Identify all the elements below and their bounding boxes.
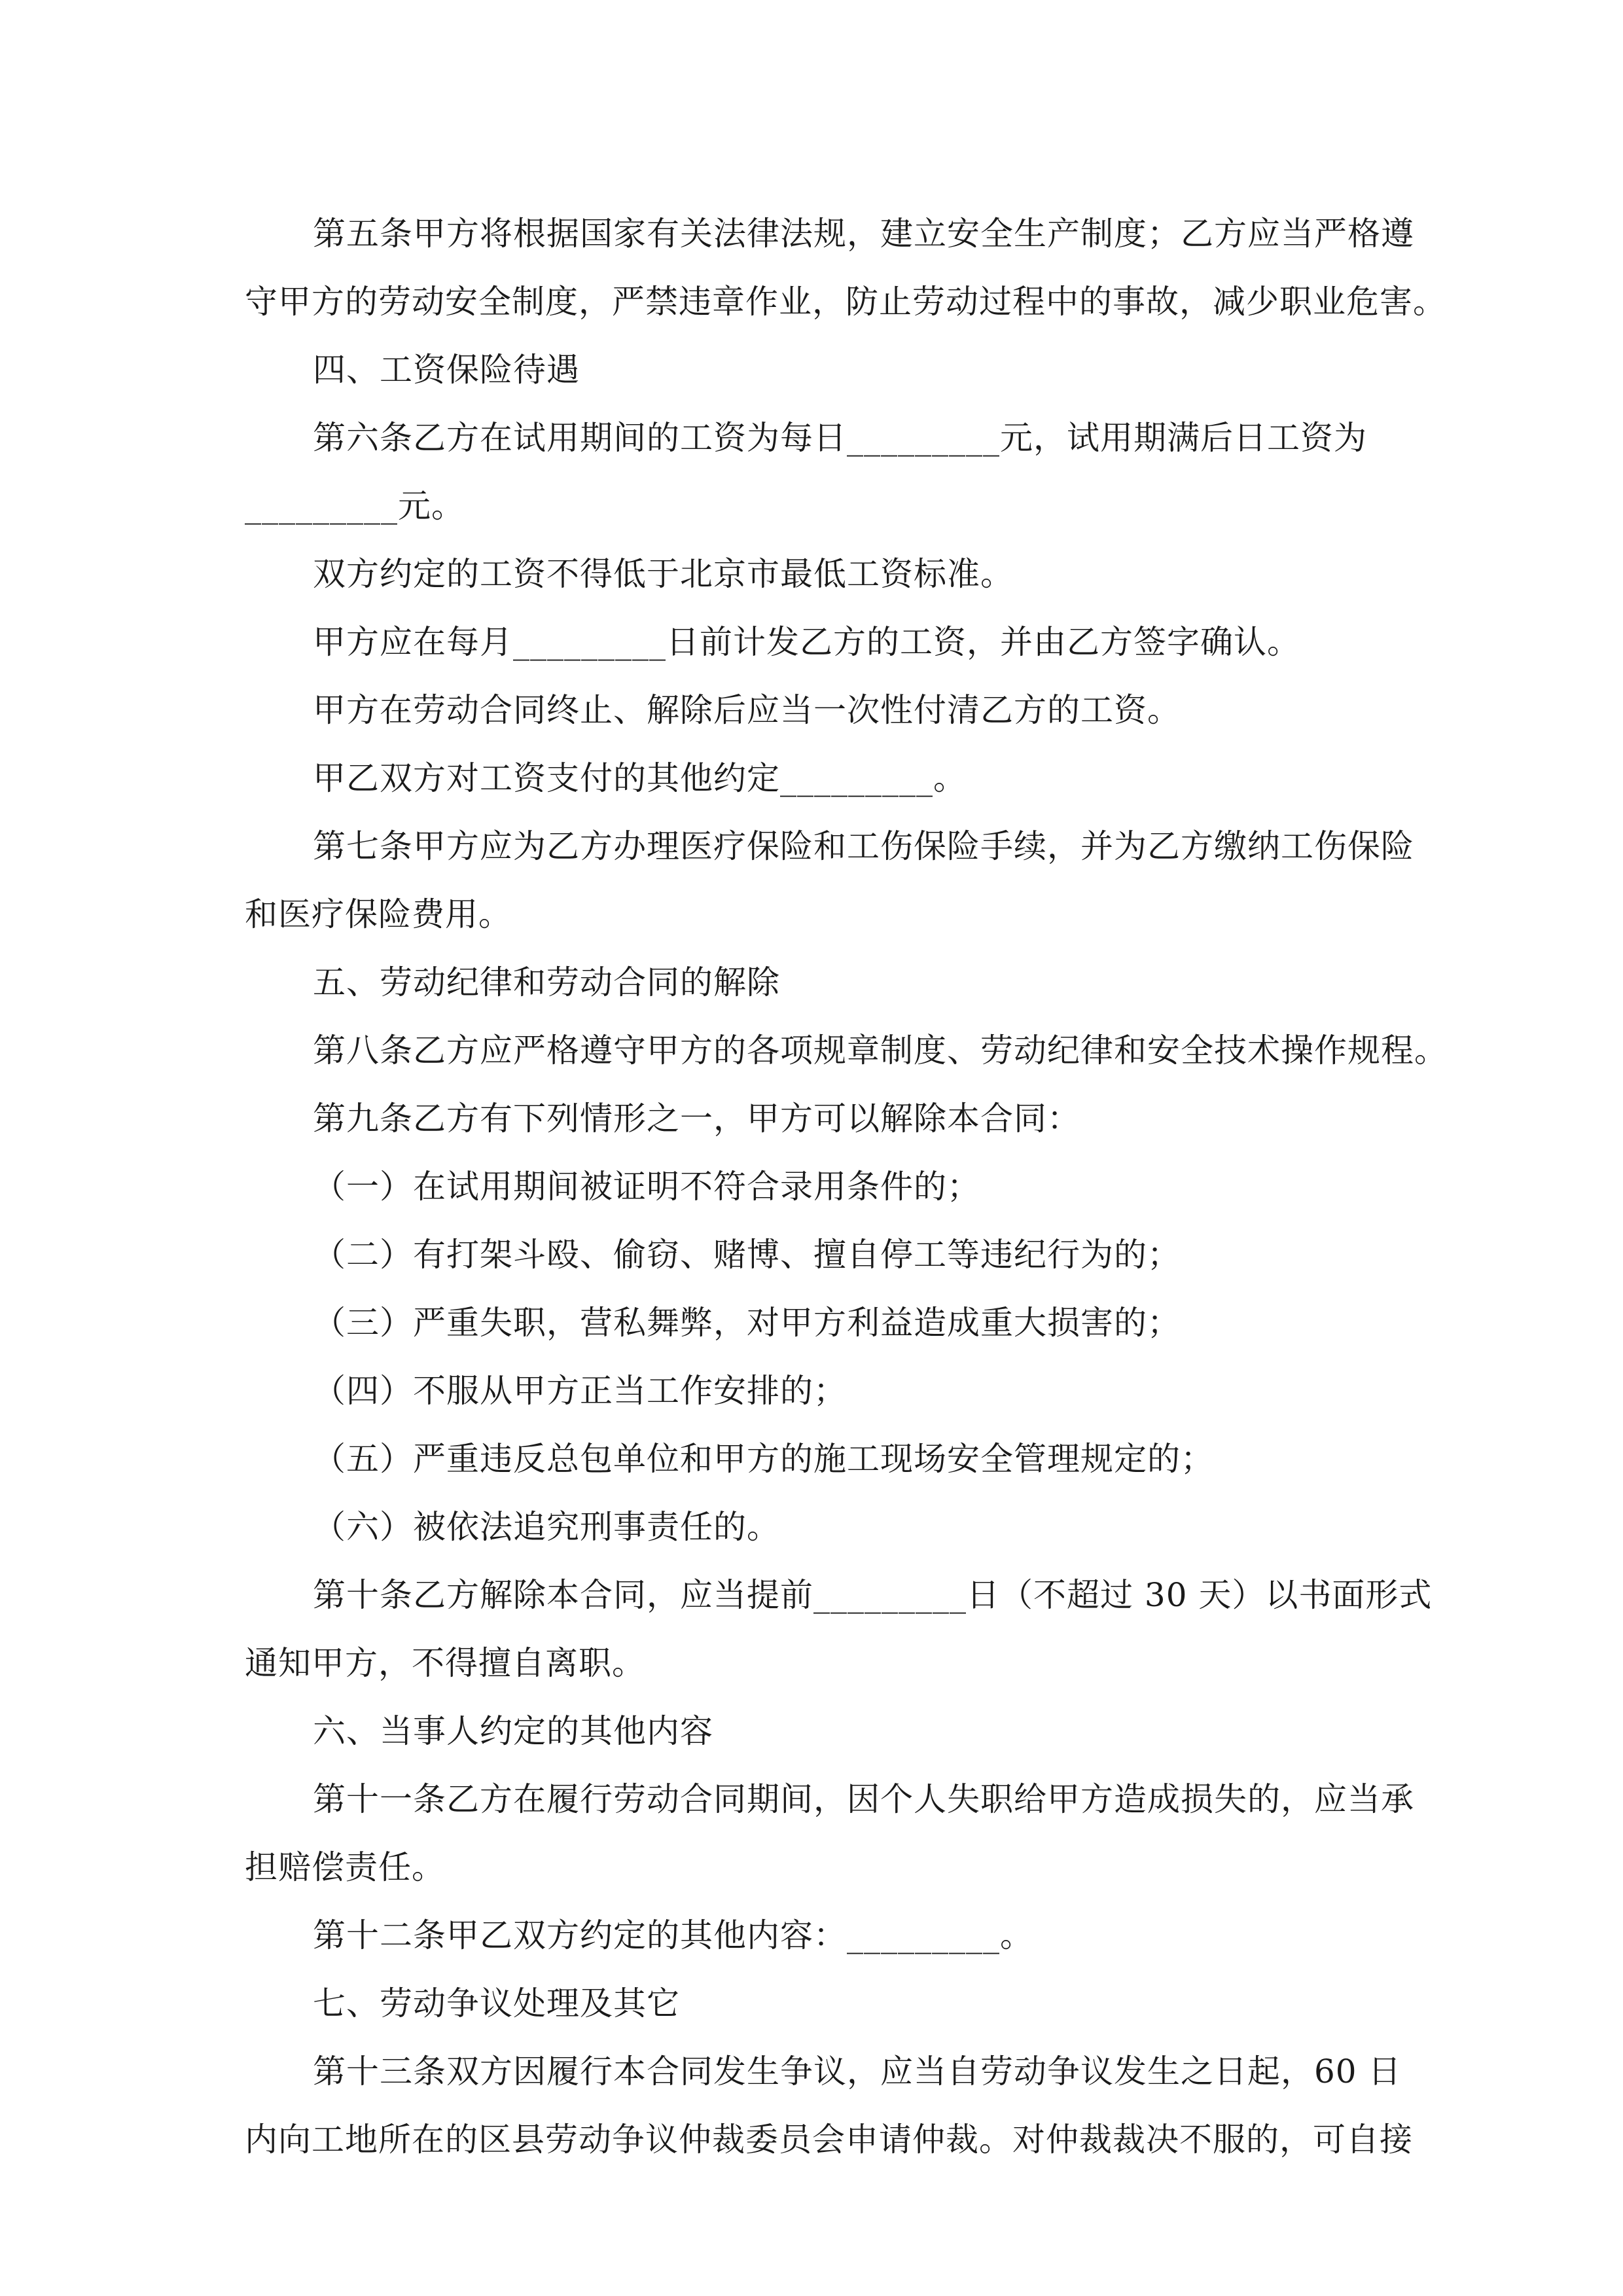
section-heading: 五、劳动纪律和劳动合同的解除 (313, 963, 780, 1001)
paragraph-line: 第八条乙方应严格遵守甲方的各项规章制度、劳动纪律和安全技术操作规程。 (313, 1031, 1448, 1069)
paragraph-line: 内向工地所在的区县劳动争议仲裁委员会申请仲裁。对仲裁裁决不服的，可自接 (245, 2121, 1413, 2159)
list-item: （六）被依法追究刑事责任的。 (313, 1508, 780, 1546)
paragraph-line: 第十三条双方因履行本合同发生争议，应当自劳动争议发生之日起，60 日 (313, 2053, 1402, 2090)
list-item: （五）严重违反总包单位和甲方的施工现场安全管理规定的； (313, 1440, 1214, 1478)
paragraph-line: 第十二条甲乙双方约定的其他内容：_________。 (313, 1916, 1033, 1954)
paragraph-line: 甲方在劳动合同终止、解除后应当一次性付清乙方的工资。 (313, 691, 1181, 729)
paragraph-line: 甲方应在每月_________日前计发乙方的工资，并由乙方签字确认。 (313, 623, 1300, 661)
paragraph-line: 担赔偿责任。 (245, 1848, 445, 1886)
paragraph-line: 守甲方的劳动安全制度，严禁违章作业，防止劳动过程中的事故，减少职业危害。 (245, 283, 1446, 321)
paragraph-line: 第十一条乙方在履行劳动合同期间，因个人失职给甲方造成损失的，应当承 (313, 1780, 1414, 1818)
section-heading: 四、工资保险待遇 (313, 351, 580, 389)
list-item: （四）不服从甲方正当工作安排的； (313, 1372, 847, 1410)
paragraph-line: 第五条甲方将根据国家有关法律法规，建立安全生产制度；乙方应当严格遵 (313, 215, 1414, 253)
paragraph-line: 第十条乙方解除本合同，应当提前_________日（不超过 30 天）以书面形式 (313, 1576, 1433, 1614)
paragraph-line: 第六条乙方在试用期间的工资为每日_________元，试用期满后日工资为 (313, 419, 1367, 457)
section-heading: 七、劳动争议处理及其它 (313, 1984, 680, 2022)
paragraph-line: 和医疗保险费用。 (245, 895, 512, 933)
list-item: （三）严重失职，营私舞弊，对甲方利益造成重大损害的； (313, 1304, 1181, 1342)
paragraph-line: 甲乙双方对工资支付的其他约定_________。 (313, 759, 967, 797)
list-item: （一）在试用期间被证明不符合录用条件的； (313, 1168, 980, 1206)
document-body (245, 200, 1448, 2174)
paragraph-line: 第七条甲方应为乙方办理医疗保险和工伤保险手续，并为乙方缴纳工伤保险 (313, 827, 1414, 865)
list-item: （二）有打架斗殴、偷窃、赌博、擅自停工等违纪行为的； (313, 1236, 1181, 1274)
paragraph-line: 双方约定的工资不得低于北京市最低工资标准。 (313, 555, 1014, 593)
paragraph-line: 第九条乙方有下列情形之一，甲方可以解除本合同： (313, 1100, 1080, 1138)
paragraph-line: _________元。 (245, 487, 465, 525)
section-heading: 六、当事人约定的其他内容 (313, 1712, 713, 1750)
paragraph-line: 通知甲方，不得擅自离职。 (245, 1644, 645, 1682)
